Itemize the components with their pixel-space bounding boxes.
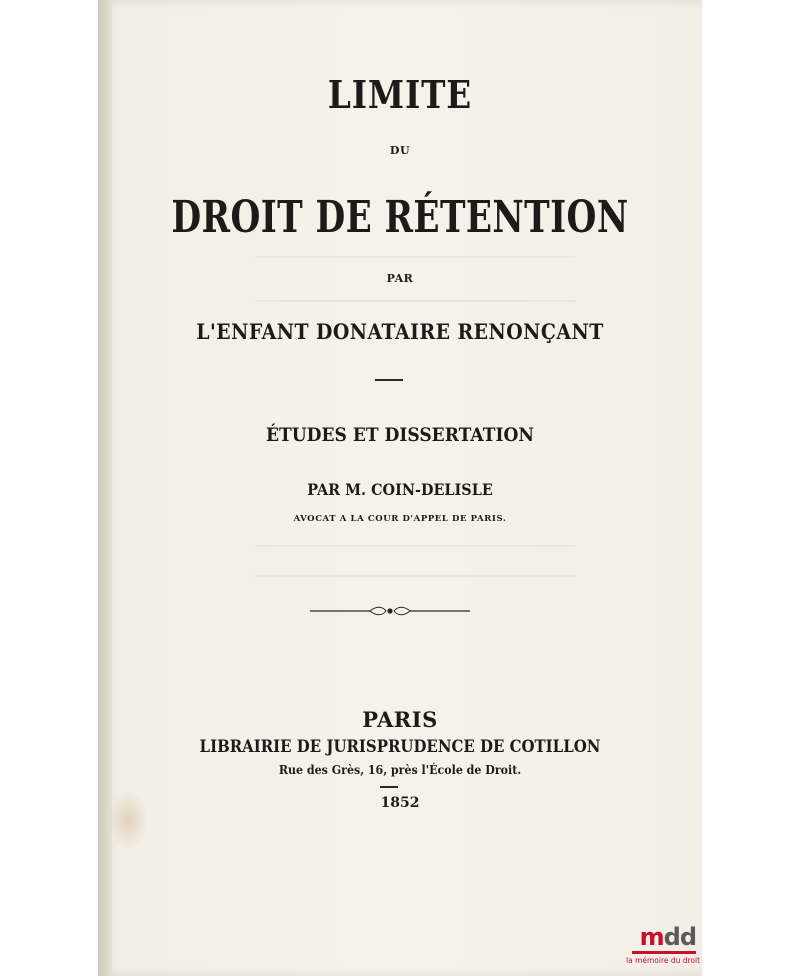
bleed-through-line (255, 545, 575, 547)
logo-bar (632, 951, 696, 954)
logo-mark (626, 924, 696, 950)
main-title: DROIT DE RÉTENTION (171, 192, 629, 243)
imprint-year: 1852 (380, 795, 420, 811)
connector-du: DU (389, 144, 411, 157)
author-line: PAR M. COIN-DELISLE (307, 480, 493, 499)
bleed-through-line (255, 256, 575, 258)
connector-par: PAR (386, 272, 414, 285)
bleed-through-line (255, 575, 575, 577)
ornament-divider (310, 604, 470, 618)
logo-dd: dd (663, 923, 696, 951)
section-heading: ÉTUDES ET DISSERTATION (265, 424, 535, 446)
logo-tagline: la mémoire du droit (626, 956, 701, 965)
bleed-through-line (255, 300, 575, 302)
mdd-logo (626, 923, 701, 976)
logo-m: m (639, 923, 664, 951)
divider-rule (375, 379, 403, 381)
imprint-city: PARIS (362, 707, 438, 732)
imprint-address: Rue des Grès, 16, près l'École de Droit. (278, 763, 522, 777)
subtitle: L'ENFANT DONATAIRE RENONÇANT (196, 319, 604, 344)
title-limite: LIMITE (327, 72, 473, 117)
author-title: AVOCAT A LA COUR D'APPEL DE PARIS. (293, 514, 507, 524)
imprint-publisher: LIBRAIRIE DE JURISPRUDENCE DE COTILLON (199, 737, 601, 757)
imprint-rule (380, 786, 398, 788)
